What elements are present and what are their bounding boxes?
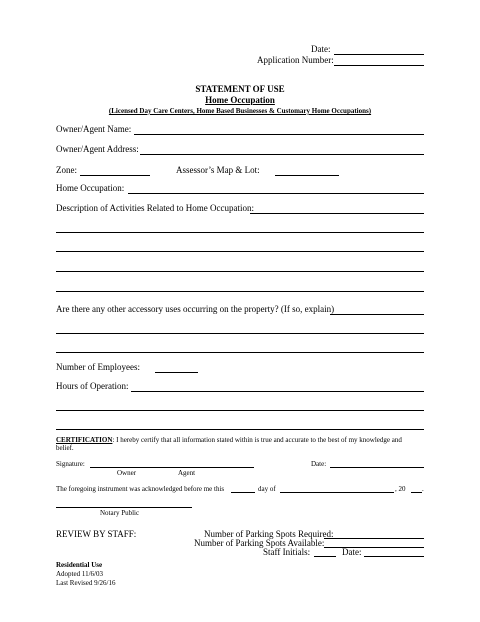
description-activities-label: Description of Activities Related to Home Occupation: [56,203,254,213]
certification-date-label: Date: [311,460,327,468]
application-number-label: Application Number: [257,55,334,65]
description-line-1[interactable] [56,232,424,233]
certification-statement-end: belief. [56,444,74,452]
staff-date-field[interactable] [364,556,424,557]
description-activities-field[interactable] [250,213,424,214]
hours-line-2[interactable] [56,429,424,430]
footer-adopted: Adopted 11/6/03 [56,570,103,578]
parking-required-label: Number of Parking Spots Required: [204,529,334,539]
footer-category: Residential Use [56,561,103,569]
year-suffix-label: . [422,485,424,493]
page-subtitle: Home Occupation [205,95,275,105]
number-of-employees-label: Number of Employees: [56,362,140,372]
footer-revised: Last Revised 9/26/16 [56,579,116,587]
notary-signature-field[interactable] [56,507,192,508]
assessor-map-lot-field[interactable] [275,175,339,176]
hours-of-operation-field[interactable] [131,391,424,392]
staff-initials-field[interactable] [314,556,336,557]
accessory-line-1[interactable] [56,333,424,334]
review-by-staff-label: REVIEW BY STAFF: [56,529,137,539]
parking-available-label: Number of Parking Spots Available: [194,538,325,548]
certification-statement: : I hereby certify that all information stated within is true and accurate to the best of my knowledge and [112,436,402,444]
year-prefix-label: , 20 [395,485,406,493]
parking-available-field[interactable] [324,547,424,548]
notary-public-label: Notary Public [100,509,140,517]
home-occupation-label: Home Occupation: [56,183,125,193]
day-of-label: day of [258,485,276,493]
parking-required-field[interactable] [324,538,424,539]
acknowledged-month-field[interactable] [280,492,394,493]
hours-line-1[interactable] [56,410,424,411]
staff-initials-label: Staff Initials: [263,547,311,557]
acknowledged-text: The foregoing instrument was acknowledged before me this [56,485,225,493]
accessory-uses-field[interactable] [330,314,424,315]
acknowledged-year-field[interactable] [411,492,422,493]
certification-heading: CERTIFICATION [56,436,113,444]
zone-label: Zone: [56,165,77,175]
description-line-2[interactable] [56,251,424,252]
signature-label: Signature: [56,460,85,468]
owner-agent-address-label: Owner/Agent Address: [56,144,139,154]
certification-text [56,436,402,444]
owner-agent-address-field[interactable] [140,154,424,155]
date-label: Date: [311,44,331,54]
hours-of-operation-label: Hours of Operation: [56,381,129,391]
agent-label: Agent [178,469,196,477]
page-note: (Licensed Day Care Centers, Home Based Businesses & Customary Home Occupations) [108,107,372,115]
signature-field[interactable] [90,467,254,468]
certification-date-field[interactable] [330,467,424,468]
zone-field[interactable] [80,175,150,176]
owner-agent-name-field[interactable] [134,134,424,135]
home-occupation-field[interactable] [128,193,424,194]
staff-date-label: Date: [342,547,362,557]
description-line-4[interactable] [56,291,424,292]
assessor-map-lot-label: Assessor’s Map & Lot: [176,165,260,175]
accessory-uses-label: Are there any other accessory uses occurring on the property? (If so, explain) [56,304,335,314]
number-of-employees-field[interactable] [155,372,198,373]
date-field[interactable] [334,54,424,55]
page-title: STATEMENT OF USE [195,84,285,94]
owner-label: Owner [117,469,137,477]
acknowledged-day-field[interactable] [231,492,255,493]
application-number-field[interactable] [334,65,424,66]
description-line-3[interactable] [56,271,424,272]
accessory-line-2[interactable] [56,352,424,353]
owner-agent-name-label: Owner/Agent Name: [56,124,132,134]
